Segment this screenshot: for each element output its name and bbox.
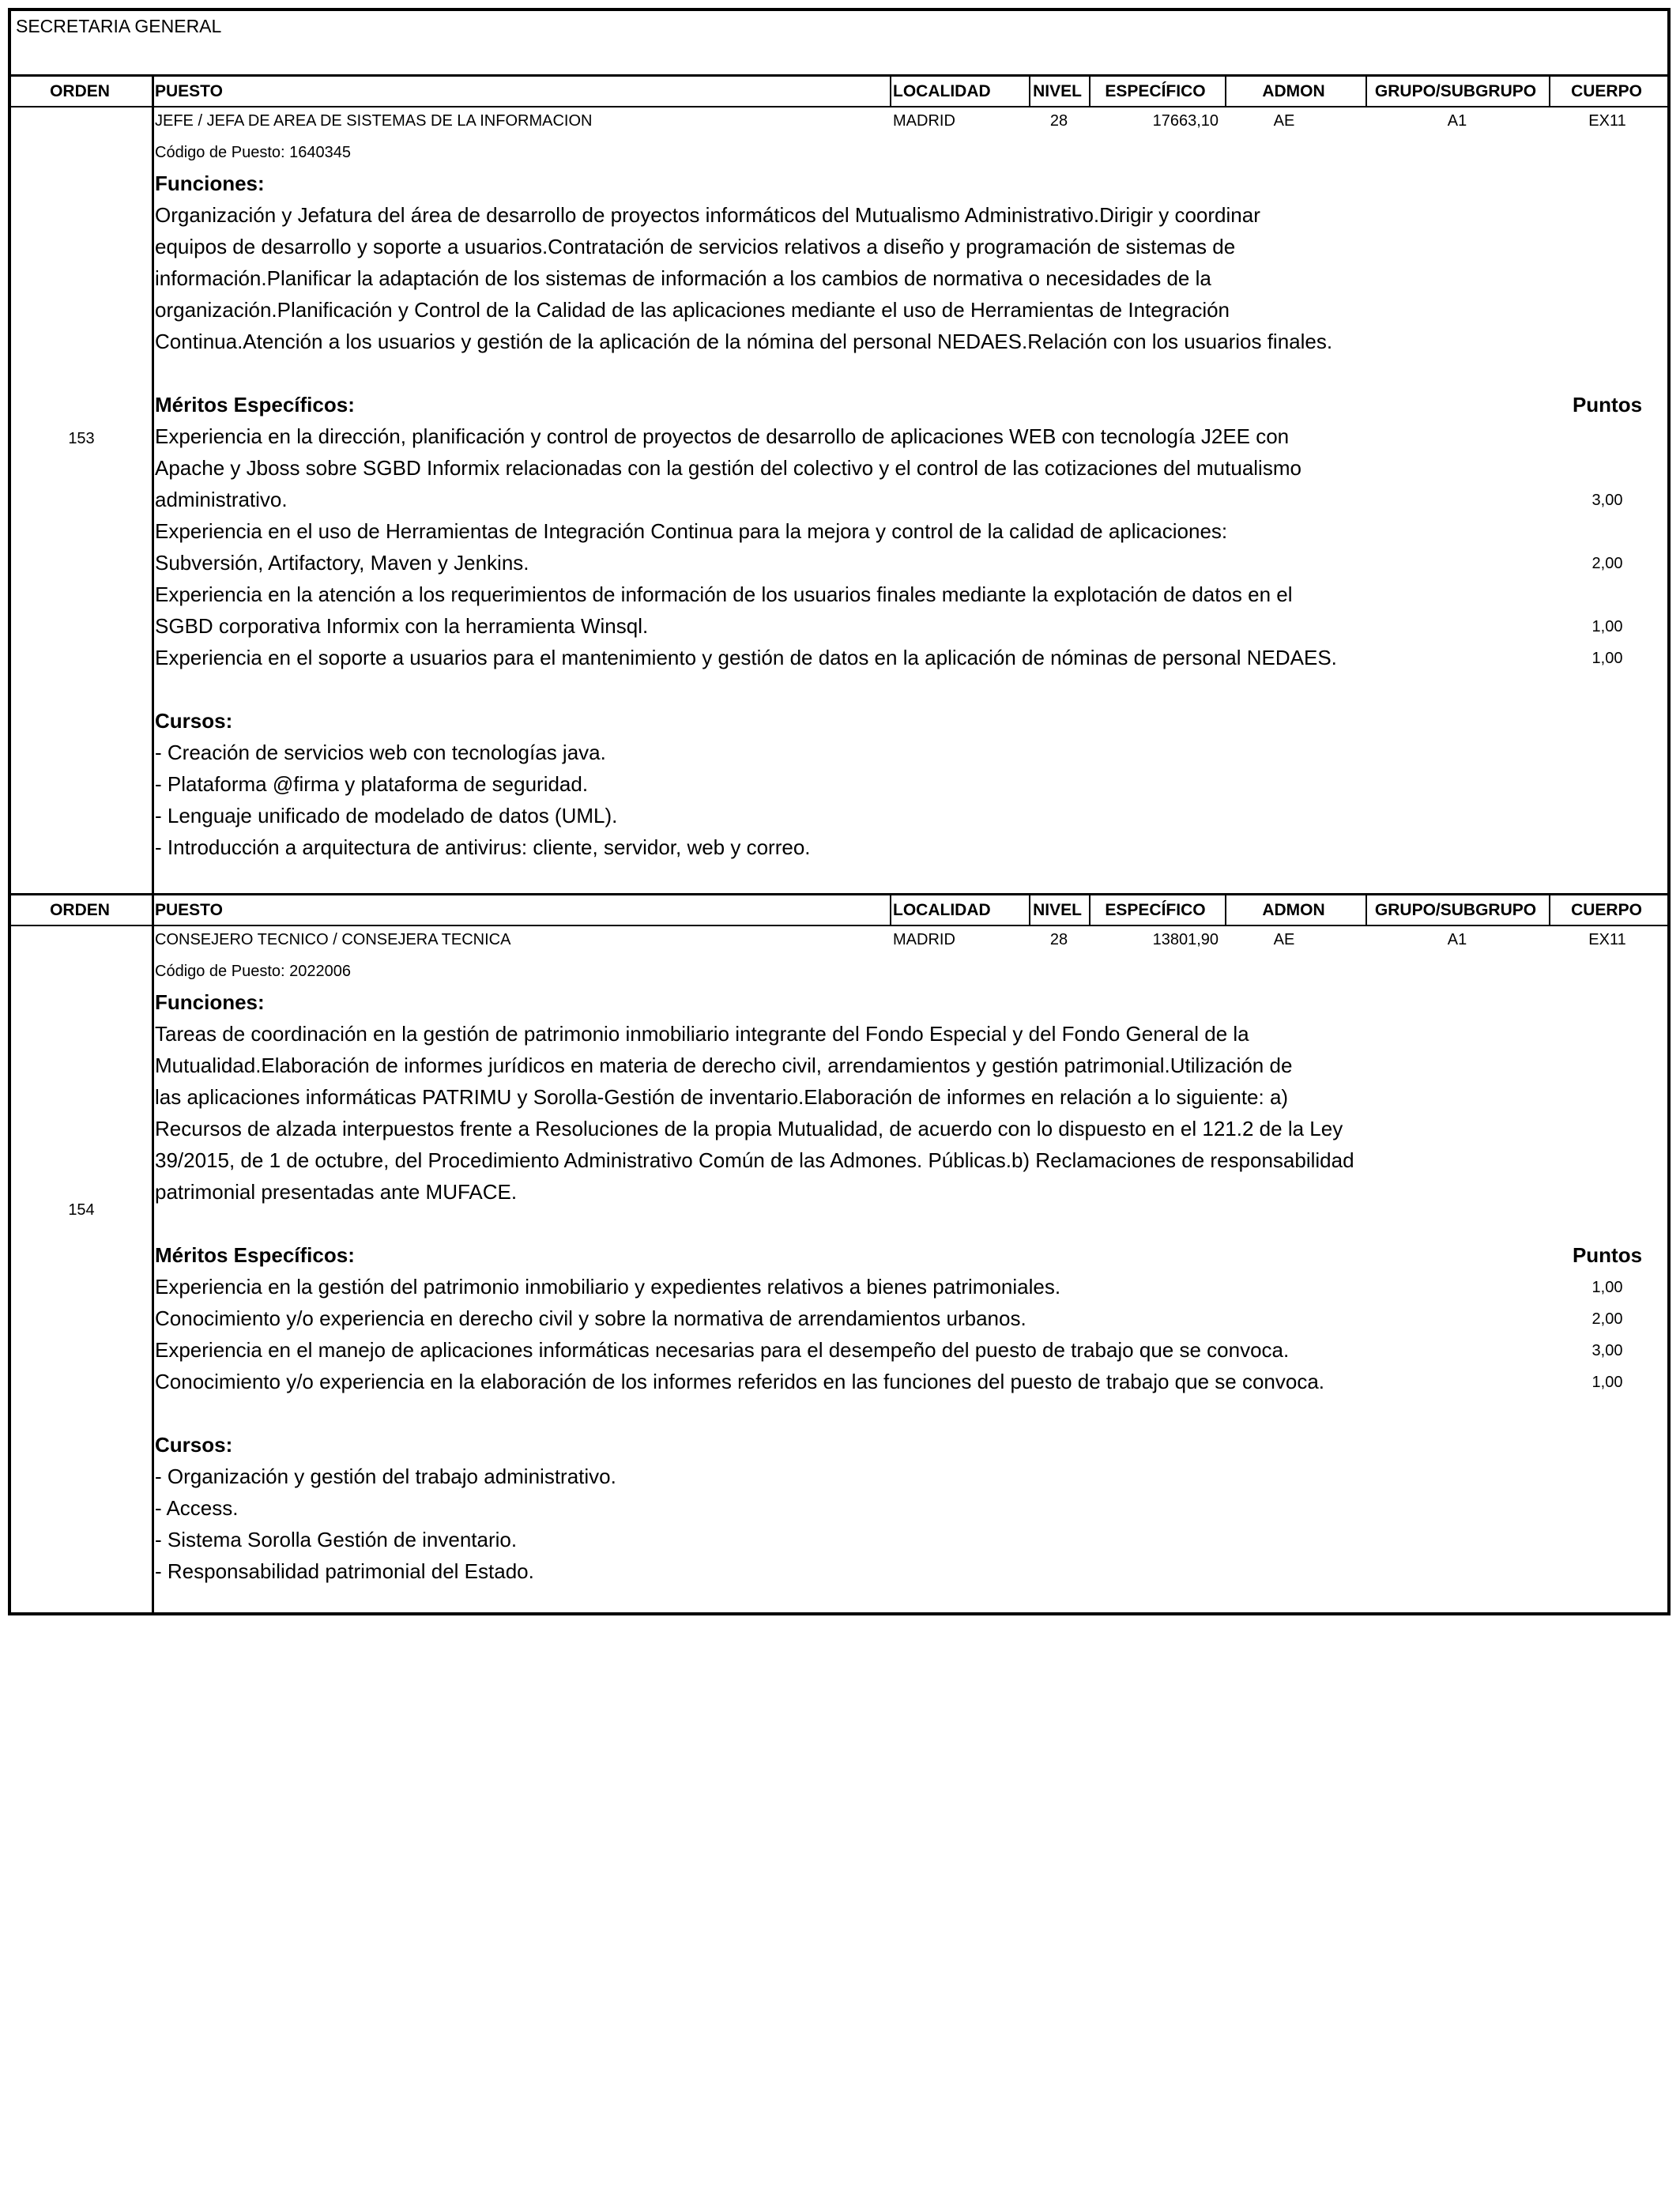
funciones-heading: Funciones: xyxy=(155,172,265,195)
curso-line: - Plataforma @firma y plataforma de seguridad. xyxy=(155,772,589,796)
header-admon: ADMON xyxy=(1262,901,1325,919)
funciones-line: Tareas de coordinación en la gestión de patrimonio inmobiliario integrante del Fondo Especial y del Fondo General de la xyxy=(155,1022,1249,1046)
header-bottom-rule xyxy=(11,106,1667,107)
merito-line: Apache y Jboss sobre SGBD Informix relacionadas con la gestión del colectivo y el control de las cotizaciones del mutualismo xyxy=(155,456,1301,480)
funciones-line: Organización y Jefatura del área de desarrollo de proyectos informáticos del Mutualismo Administrativo.Dirigir y coordinar xyxy=(155,203,1260,227)
cell-grupo: A1 xyxy=(1447,931,1467,948)
cell-localidad: MADRID xyxy=(893,112,955,130)
curso-line: - Lenguaje unificado de modelado de datos (UML). xyxy=(155,804,618,827)
funciones-line: 39/2015, de 1 de octubre, del Procedimiento Administrativo Común de las Admones. Públicas.b) Reclamaciones de responsabilidad xyxy=(155,1148,1354,1172)
merito-line: administrativo. xyxy=(155,488,288,511)
cursos-heading: Cursos: xyxy=(155,1433,233,1457)
cell-cuerpo: EX11 xyxy=(1588,931,1626,948)
orden-column-divider xyxy=(152,74,154,896)
merito-puntos: 3,00 xyxy=(1591,1342,1623,1359)
merito-puntos: 1,00 xyxy=(1591,1374,1623,1391)
cell-grupo: A1 xyxy=(1447,112,1467,130)
curso-line: - Responsabilidad patrimonial del Estado. xyxy=(155,1559,534,1583)
header-cuerpo: CUERPO xyxy=(1571,901,1642,919)
merito-puntos: 2,00 xyxy=(1591,555,1623,572)
merito-line: Experiencia en la atención a los requerimientos de información de los usuarios finales mediante la explotación de datos en el xyxy=(155,582,1293,606)
header-puesto: PUESTO xyxy=(155,82,223,100)
meritos-heading: Méritos Específicos: xyxy=(155,1243,355,1267)
header-cuerpo: CUERPO xyxy=(1571,82,1642,100)
curso-line: - Introducción a arquitectura de antivirus: cliente, servidor, web y correo. xyxy=(155,835,811,859)
cell-especifico: 13801,90 xyxy=(1152,931,1219,948)
funciones-line: información.Planificar la adaptación de los sistemas de información a los cambios de normativa o necesidades de la xyxy=(155,266,1211,290)
meritos-heading: Méritos Específicos: xyxy=(155,393,355,417)
funciones-line: equipos de desarrollo y soporte a usuarios.Contratación de servicios relativos a diseño y programación de sistemas de xyxy=(155,235,1236,258)
merito-line: Experiencia en el manejo de aplicaciones informáticas necesarias para el desempeño del puesto de trabajo que se convoca. xyxy=(155,1338,1290,1362)
merito-puntos: 1,00 xyxy=(1591,650,1623,667)
header-column-divider xyxy=(890,893,891,926)
funciones-heading: Funciones: xyxy=(155,990,265,1014)
merito-line: Experiencia en la gestión del patrimonio inmobiliario y expedientes relativos a bienes patrimoniales. xyxy=(155,1275,1061,1299)
merito-line: Experiencia en el uso de Herramientas de Integración Continua para la mejora y control de la calidad de aplicaciones: xyxy=(155,519,1228,543)
merito-line: Experiencia en el soporte a usuarios para el mantenimiento y gestión de datos en la aplicación de nóminas de personal NEDAES. xyxy=(155,646,1337,669)
header-grupo: GRUPO/SUBGRUPO xyxy=(1374,82,1537,100)
cell-localidad: MADRID xyxy=(893,931,955,948)
cell-nivel: 28 xyxy=(1049,112,1068,130)
curso-line: - Creación de servicios web con tecnologías java. xyxy=(155,741,606,764)
funciones-line: organización.Planificación y Control de la Calidad de las aplicaciones mediante el uso de Herramientas de Integración xyxy=(155,298,1230,322)
merito-puntos: 3,00 xyxy=(1591,492,1623,509)
cell-admon: AE xyxy=(1273,112,1295,130)
merito-line: Conocimiento y/o experiencia en la elaboración de los informes referidos en las funciones del puesto de trabajo que se convoca. xyxy=(155,1370,1325,1393)
header-localidad: LOCALIDAD xyxy=(893,901,991,919)
merito-puntos: 1,00 xyxy=(1591,618,1623,635)
section-title: SECRETARIA GENERAL xyxy=(16,16,222,36)
puntos-heading: Puntos xyxy=(1572,393,1643,417)
funciones-line: patrimonial presentadas ante MUFACE. xyxy=(155,1180,518,1204)
cell-especifico: 17663,10 xyxy=(1152,112,1219,130)
curso-line: - Organización y gestión del trabajo administrativo. xyxy=(155,1465,616,1488)
header-especifico: ESPECÍFICO xyxy=(1105,82,1206,100)
header-bottom-rule xyxy=(11,925,1667,926)
orden-number: 154 xyxy=(68,1201,95,1219)
header-orden: ORDEN xyxy=(50,82,110,100)
merito-puntos: 2,00 xyxy=(1591,1310,1623,1328)
cell-puesto: JEFE / JEFA DE AREA DE SISTEMAS DE LA INFORMACION xyxy=(155,112,593,130)
codigo-puesto: Código de Puesto: 1640345 xyxy=(155,144,351,161)
header-nivel: NIVEL xyxy=(1033,82,1082,100)
curso-line: - Access. xyxy=(155,1496,239,1520)
header-grupo: GRUPO/SUBGRUPO xyxy=(1374,901,1537,919)
header-orden: ORDEN xyxy=(50,901,110,919)
funciones-line: Mutualidad.Elaboración de informes jurídicos en materia de derecho civil, arrendamientos y gestión patrimonial.Utilización de xyxy=(155,1054,1293,1077)
header-column-divider xyxy=(890,74,891,107)
header-admon: ADMON xyxy=(1262,82,1325,100)
merito-line: SGBD corporativa Informix con la herramienta Winsql. xyxy=(155,614,649,638)
merito-line: Experiencia en la dirección, planificación y control de proyectos de desarrollo de aplicaciones WEB con tecnología J2EE con xyxy=(155,424,1290,448)
merito-puntos: 1,00 xyxy=(1591,1279,1623,1296)
cell-cuerpo: EX11 xyxy=(1588,112,1626,130)
orden-number: 153 xyxy=(68,430,95,447)
cell-admon: AE xyxy=(1273,931,1295,948)
codigo-puesto: Código de Puesto: 2022006 xyxy=(155,963,351,980)
puntos-heading: Puntos xyxy=(1572,1243,1643,1267)
header-nivel: NIVEL xyxy=(1033,901,1082,919)
merito-line: Subversión, Artifactory, Maven y Jenkins. xyxy=(155,551,529,575)
cell-nivel: 28 xyxy=(1049,931,1068,948)
cursos-heading: Cursos: xyxy=(155,709,233,733)
header-localidad: LOCALIDAD xyxy=(893,82,991,100)
funciones-line: las aplicaciones informáticas PATRIMU y Sorolla-Gestión de inventario.Elaboración de informes en relación a lo siguiente: a) xyxy=(155,1085,1289,1109)
document-sheet xyxy=(8,8,1671,1615)
orden-column-divider xyxy=(152,893,154,1615)
header-especifico: ESPECÍFICO xyxy=(1105,901,1206,919)
cell-puesto: CONSEJERO TECNICO / CONSEJERA TECNICA xyxy=(155,931,511,948)
funciones-line: Recursos de alzada interpuestos frente a Resoluciones de la propia Mutualidad, de acuerdo con lo dispuesto en el 121.2 de la Ley xyxy=(155,1117,1343,1140)
curso-line: - Sistema Sorolla Gestión de inventario. xyxy=(155,1528,518,1551)
merito-line: Conocimiento y/o experiencia en derecho civil y sobre la normativa de arrendamientos urbanos. xyxy=(155,1306,1026,1330)
funciones-line: Continua.Atención a los usuarios y gestión de la aplicación de la nómina del personal NEDAES.Relación con los usuarios finales. xyxy=(155,330,1333,353)
header-puesto: PUESTO xyxy=(155,901,223,919)
